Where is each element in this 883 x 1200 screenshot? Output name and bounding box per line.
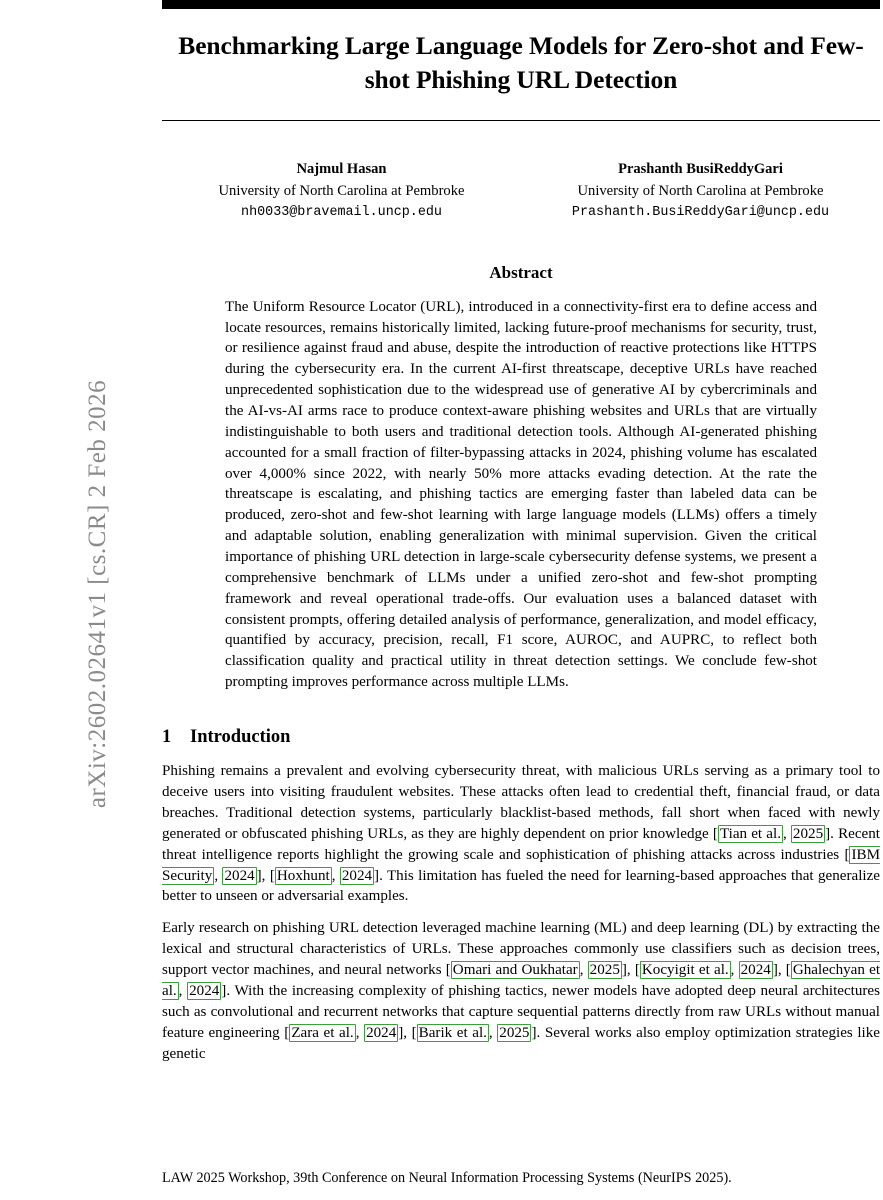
footer-note: LAW 2025 Workshop, 39th Conference on Neural Information Processing Systems (NeurIPS 2025).	[162, 1169, 732, 1186]
author-email: Prashanth.BusiReddyGari@uncp.edu	[571, 205, 830, 221]
author-block	[162, 159, 880, 223]
abstract-text: The Uniform Resource Locator (URL), introduced in a connectivity-first era to define access and locate resources, remains historically limited, lacking future-proof mechanisms for security, trust, or resilience against fraud and abuse, despite the introduction of reactive protections like HTTPS during the cybersecurity era. In the current AI-first threatscape, deceptive URLs have reached unprecedented sophistication due to the widespread use of generative AI by cybercriminals and the AI-vs-AI arms race to produce context-aware phishing websites and URLs that are virtually indistinguishable to both users and traditional detection tools. Although AI-generated phishing accounted for a small fraction of filter-bypassing attacks in 2024, phishing volume has escalated over 4,000% since 2022, with nearly 50% more attacks evading detection. At the rate the threatscape is escalating, and phishing tactics are emerging faster than labeled data can be produced, zero-shot and few-shot learning with large language models (LLMs) offers a timely and adaptable solution, enabling generalization with minimal supervision. Given the critical importance of phishing URL detection in large-scale cybersecurity defense systems, we present a comprehensive benchmark of LLMs under a unified zero-shot and few-shot prompting framework and reveal operational trade-offs. Our evaluation uses a balanced dataset with consistent prompts, offering detailed analysis of performance, generalization, and model efficacy, quantified by accuracy, precision, recall, F1 score, AUROC, and AUPRC, to reflect both classification quality and practical utility in threat detection settings. We conclude few-shot prompting improves performance across multiple LLMs.	[225, 298, 817, 691]
citation-link[interactable]: IBM Security	[162, 846, 880, 884]
citation-link[interactable]: 2025	[792, 825, 824, 842]
arxiv-identifier-stamp: arXiv:2602.02641v1 [cs.CR] 2 Feb 2026	[84, 379, 111, 809]
paragraph: Phishing remains a prevalent and evolving cybersecurity threat, with malicious URLs serving as a primary tool to deceive users into visiting fraudulent websites. These attacks often lead to credential theft, financial fraud, or data breaches. Traditional detection systems, particularly blacklist-based methods, fall short when faced with newly generated or obfuscated phishing URLs, as they are highly dependent on prior knowledge [ Tian et al. , 2025 ]. Recent threat intelligence reports highlight the growing scale and sophistication of phishing attacks across industries [ IBM Security , 2024 ], [ Hoxhunt , 2024 ]. This limitation has fueled the need for learning-based approaches that generalize better to unseen or adversarial examples.	[162, 762, 881, 905]
author-name: Najmul Hasan	[296, 161, 387, 178]
citation-link[interactable]: Zara et al.	[291, 1024, 354, 1041]
author-email: nh0033@bravemail.uncp.edu	[241, 205, 442, 221]
citation-link[interactable]: Tian et al.	[719, 825, 781, 842]
section-heading-introduction	[162, 727, 880, 748]
section-title: Introduction	[190, 726, 291, 747]
citation-link[interactable]: 2024	[366, 1024, 397, 1041]
paragraph: Early research on phishing URL detection leveraged machine learning (ML) and deep learning (DL) by extracting the lexical and structural characteristics of URLs. These approaches commonly use classifiers such as decision trees, support vector machines, and neural networks [ Omari and Oukhatar , 2025 ], [ Kocyigit et al. , 2024 ], [ Ghalechyan et al. , 2024 ]. With the increasing complexity of phishing tactics, newer models have adopted deep neural architectures such as convolutional and recurrent networks that capture sequential patterns directly from raw URLs without manual feature engineering [ Zara et al. , 2024 ], [ Barik et al. , 2025 ]. Several works also employ optimization strategies like genetic	[162, 920, 881, 1062]
page-title: Benchmarking Large Language Models for Zero-shot and Few-shot Phishing URL Detection	[178, 31, 864, 94]
author-affiliation: University of North Carolina at Pembroke	[218, 183, 465, 200]
paper-content-column	[162, 0, 880, 1200]
citation-link[interactable]: 2024	[189, 983, 220, 1000]
citation-link[interactable]: 2024	[341, 867, 373, 884]
citation-link[interactable]: Hoxhunt	[276, 867, 330, 884]
citation-link[interactable]: 2025	[499, 1024, 530, 1041]
citation-link[interactable]: Omari and Oukhatar	[452, 962, 578, 979]
citation-link[interactable]: 2024	[740, 962, 771, 979]
author-name: Prashanth BusiReddyGari	[618, 161, 783, 178]
author-entry	[162, 159, 521, 223]
section-number: 1	[162, 726, 172, 747]
abstract-heading: Abstract	[489, 262, 553, 282]
author-entry	[521, 159, 880, 223]
citation-link[interactable]: Barik et al.	[418, 1024, 487, 1041]
citation-link[interactable]: 2024	[224, 867, 255, 884]
author-affiliation: University of North Carolina at Pembroke	[577, 183, 824, 200]
title-divider	[162, 120, 880, 121]
citation-link[interactable]: Kocyigit et al.	[641, 962, 729, 979]
citation-link[interactable]: 2025	[589, 962, 620, 979]
citation-link[interactable]: Ghalechyan et al.	[162, 962, 881, 1000]
